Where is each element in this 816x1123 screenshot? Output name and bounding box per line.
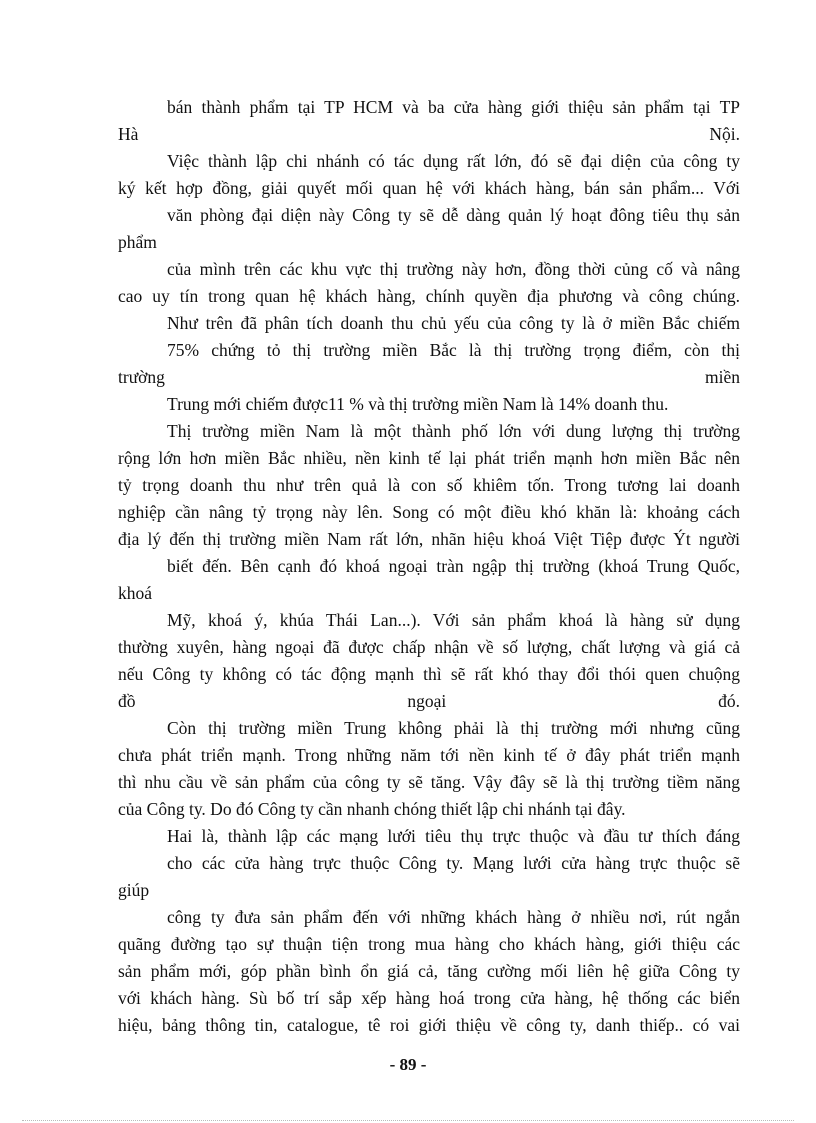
text-line: đồ ngoại đó. [118, 691, 740, 711]
text-line: thường xuyên, hàng ngoại đã được chấp nhận về số lượng, chất lượng và giá cả [118, 637, 740, 657]
text-line: giúp [118, 880, 150, 900]
text-line: Hà Nội. [118, 124, 740, 144]
text-line: Thị trường miền Nam là một thành phố lớn với dung lượng thị trường [167, 421, 740, 441]
text-line: hiệu, bảng thông tin, catalogue, tê roi giới thiệu về công ty, danh thiếp.. có vai [118, 1015, 740, 1035]
text-line: Như trên đã phân tích doanh thu chủ yếu của công ty là ở miền Bắc chiếm [167, 313, 740, 333]
text-line: Còn thị trường miền Trung không phải là thị trường mới nhưng cũng [167, 718, 740, 738]
text-line: công ty đưa sản phẩm đến với những khách hàng ở nhiều nơi, rút ngắn [167, 907, 740, 927]
text-line: bán thành phẩm tại TP HCM và ba cửa hàng giới thiệu sản phẩm tại TP [167, 97, 740, 117]
text-line: thì nhu cầu về sản phẩm của công ty sẽ tăng. Vậy đây sẽ là thị trường tiềm năng [118, 772, 740, 792]
text-line: chưa phát triển mạnh. Trong những năm tới nền kinh tế ở đây phát triển mạnh [118, 745, 740, 765]
page-number: - 89 - [389, 1055, 427, 1074]
text-line: trường miền [118, 367, 740, 387]
text-line: khoá [118, 583, 153, 603]
text-line: của Công ty. Do đó Công ty cần nhanh chóng thiết lập chi nhánh tại đây. [118, 799, 626, 819]
text-line: cho các cửa hàng trực thuộc Công ty. Mạng lưới cửa hàng trực thuộc sẽ [167, 853, 740, 873]
text-line: với khách hàng. Sù bố trí sắp xếp hàng hoá trong cửa hàng, hệ thống các biển [118, 988, 740, 1008]
text-line: Hai là, thành lập các mạng lưới tiêu thụ trực thuộc và đầu tư thích đáng [167, 826, 740, 846]
text-line: quãng đường tạo sự thuận tiện trong mua hàng cho khách hàng, giới thiệu các [118, 934, 740, 954]
text-line: 75% chứng tỏ thị trường miền Bắc là thị trường trọng điểm, còn thị [167, 340, 740, 360]
text-line: Mỹ, khoá ý, khúa Thái Lan...). Với sản phẩm khoá là hàng sử dụng [167, 610, 740, 630]
text-line: Việc thành lập chi nhánh có tác dụng rất lớn, đó sẽ đại diện của công ty [167, 151, 740, 171]
bottom-divider [22, 1120, 794, 1121]
text-line: Trung mới chiếm được11 % và thị trường miền Nam là 14% doanh thu. [167, 394, 669, 414]
text-line: rộng lớn hơn miền Bắc nhiều, nền kinh tế lại phát triển mạnh hơn miền Bắc nên [118, 448, 740, 468]
text-line: tỷ trọng doanh thu như trên quả là con số khiêm tốn. Trong tương lai doanh [118, 475, 740, 495]
text-line: nếu Công ty không có tác động mạnh thì sẽ rất khó thay đổi thói quen chuộng [118, 664, 740, 684]
text-line: văn phòng đại diện này Công ty sẽ dễ dàng quản lý hoạt đông tiêu thụ sản [167, 205, 740, 225]
text-line: của mình trên các khu vực thị trường này hơn, đồng thời củng cố và nâng [167, 259, 740, 279]
text-line: nghiệp cần nâng tỷ trọng này lên. Song có một điều khó khăn là: khoảng cách [118, 502, 740, 522]
text-line: phẩm [118, 232, 157, 252]
text-line: cao uy tín trong quan hệ khách hàng, chính quyền địa phương và công chúng. [118, 286, 740, 306]
text-line: biết đến. Bên cạnh đó khoá ngoại tràn ngập thị trường (khoá Trung Quốc, [167, 556, 740, 576]
text-line: sản phẩm mới, góp phần bình ổn giá cả, tăng cường mối liên hệ giữa Công ty [118, 961, 740, 981]
text-line: ký kết hợp đồng, giải quyết mối quan hệ với khách hàng, bán sản phẩm... Với [118, 178, 740, 198]
text-line: địa lý đến thị trường miền Nam rất lớn, nhãn hiệu khoá Việt Tiệp được Ýt người [118, 529, 740, 549]
